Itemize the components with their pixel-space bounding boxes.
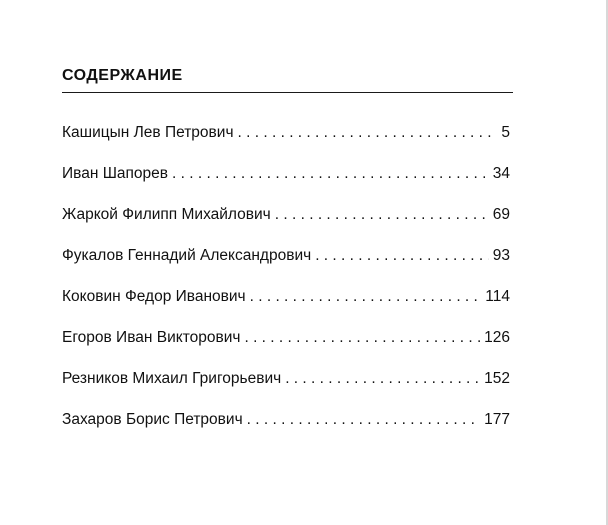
toc-entry[interactable] (62, 368, 510, 409)
toc-entry-name: Кашицын Лев Петрович (62, 124, 234, 141)
toc-entry-name: Жаркой Филипп Михайлович (62, 206, 271, 223)
table-of-contents (62, 122, 510, 450)
dot-leader (247, 409, 480, 431)
toc-entry-name: Захаров Борис Петрович (62, 411, 243, 428)
toc-entry[interactable] (62, 122, 510, 163)
toc-entry-name: Коковин Федор Иванович (62, 288, 246, 305)
toc-entry[interactable] (62, 204, 510, 245)
toc-entry-page: 126 (484, 329, 510, 346)
toc-entry-page: 34 (492, 165, 510, 182)
toc-entry-name: Иван Шапорев (62, 165, 169, 182)
toc-entry[interactable] (62, 409, 510, 450)
page-title: СОДЕРЖАНИЕ (62, 67, 183, 84)
dot-leader (250, 286, 482, 308)
dot-leader (285, 368, 480, 390)
toc-entry[interactable] (62, 163, 510, 204)
toc-entry-page: 5 (501, 124, 510, 141)
dot-leader (238, 122, 498, 144)
toc-entry-page: 69 (492, 206, 510, 223)
toc-entry-page: 152 (484, 370, 510, 387)
dot-leader (172, 163, 489, 185)
toc-entry-name: Егоров Иван Викторович (62, 329, 241, 346)
toc-entry-page: 114 (485, 288, 510, 305)
toc-entry-page: 177 (484, 411, 510, 428)
toc-entry-page: 93 (492, 247, 510, 264)
toc-entry[interactable] (62, 327, 510, 368)
toc-entry[interactable] (62, 245, 510, 286)
toc-entry[interactable] (62, 286, 510, 327)
dot-leader (275, 204, 489, 226)
dot-leader (244, 327, 480, 349)
heading-divider (62, 92, 513, 93)
dot-leader (315, 245, 489, 267)
toc-entry-name: Фукалов Геннадий Александрович (62, 247, 312, 264)
toc-entry-name: Резников Михаил Григорьевич (62, 370, 282, 387)
